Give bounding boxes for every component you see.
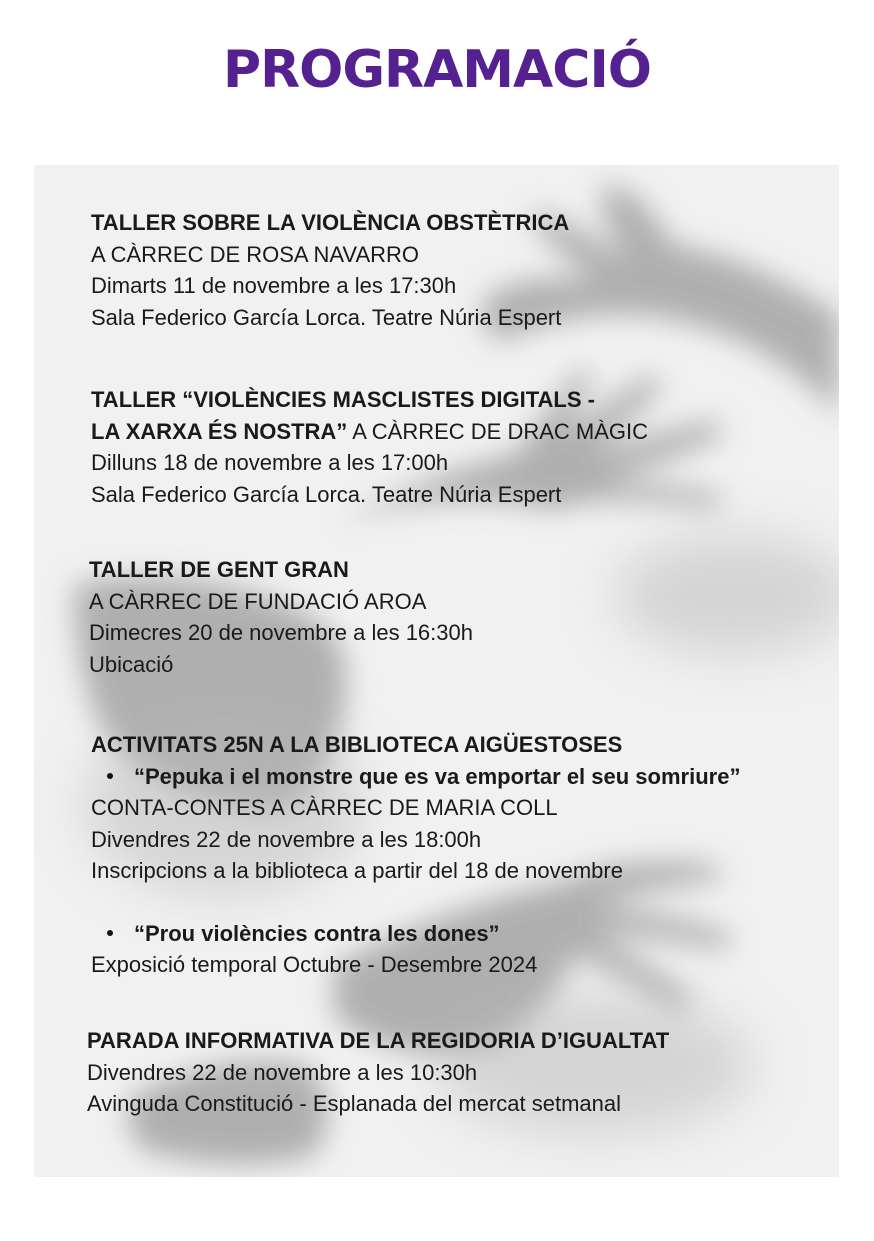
event-heading: TALLER SOBRE LA VIOLÈNCIA OBSTÈTRICA <box>91 210 570 235</box>
event-heading: ACTIVITATS 25N A LA BIBLIOTECA AIGÜESTOSES <box>91 732 623 757</box>
activity-note: Exposició temporal Octubre - Desembre 2024 <box>91 952 538 977</box>
event-date: Dimarts 11 de novembre a les 17:30h <box>91 273 457 298</box>
event-date: Divendres 22 de novembre a les 10:30h <box>87 1059 478 1085</box>
event-organizer: A CÀRREC DE DRAC MÀGIC <box>352 418 649 444</box>
event-heading: PARADA INFORMATIVA DE LA REGIDORIA D’IGUALTAT <box>87 1028 670 1053</box>
bullet-icon <box>107 773 113 779</box>
page-title: PROGRAMACIÓ <box>222 40 652 100</box>
event-location: Ubicació <box>89 651 174 677</box>
activity-title: “Prou violències contra les dones” <box>134 920 500 946</box>
event-organizer: A CÀRREC DE FUNDACIÓ AROA <box>89 588 427 614</box>
event-elderly-workshop <box>89 554 473 680</box>
event-heading-continued: LA XARXA ÉS NOSTRA” <box>91 418 348 444</box>
program-panel <box>34 165 839 1177</box>
list-item <box>91 918 740 950</box>
activity-title: “Pepuka i el monstre que es va emportar el seu somriure” <box>134 763 741 789</box>
activity-date: Divendres 22 de novembre a les 18:00h <box>91 826 482 852</box>
event-heading: TALLER DE GENT GRAN <box>89 557 349 582</box>
event-location: Avinguda Constitució - Esplanada del mercat setmanal <box>87 1091 622 1116</box>
event-obstetric-violence <box>91 207 569 333</box>
activity-note: Inscripcions a la biblioteca a partir del 18 de novembre <box>91 858 623 883</box>
activity-organizer: CONTA-CONTES A CÀRREC DE MARIA COLL <box>91 795 558 820</box>
event-heading: TALLER “VIOLÈNCIES MASCLISTES DIGITALS - <box>91 387 595 412</box>
list-item <box>91 761 740 793</box>
event-location: Sala Federico García Lorca. Teatre Núria Espert <box>91 481 562 507</box>
event-info-stand <box>87 1025 669 1120</box>
event-library-activities <box>91 729 740 981</box>
event-location: Sala Federico García Lorca. Teatre Núria Espert <box>91 304 562 330</box>
bullet-icon <box>107 930 113 936</box>
event-digital-violence <box>91 384 648 510</box>
event-date: Dilluns 18 de novembre a les 17:00h <box>91 450 449 475</box>
event-date: Dimecres 20 de novembre a les 16:30h <box>89 620 473 645</box>
event-organizer: A CÀRREC DE ROSA NAVARRO <box>91 241 420 267</box>
